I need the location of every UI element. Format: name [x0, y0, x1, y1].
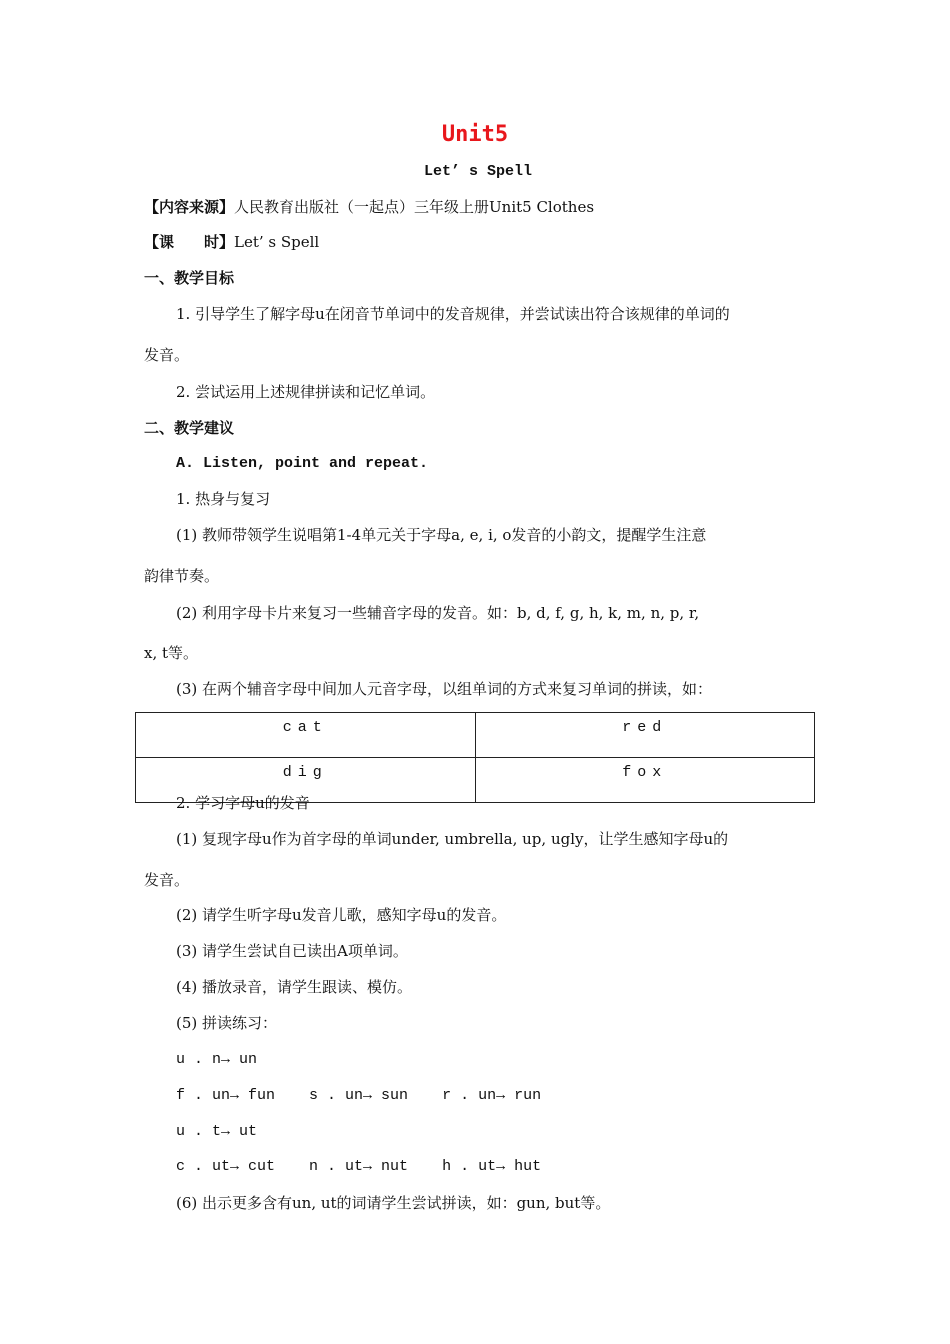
section1-heading: 一、教学目标: [144, 269, 235, 287]
practice-line-4: [176, 1157, 541, 1177]
period-text: Let’ s Spell: [234, 233, 320, 251]
practice-line-3: u . t→ ut: [176, 1123, 258, 1140]
learn-4: (4) 播放录音，请学生跟读、模仿。: [176, 978, 413, 996]
learn-3: (3) 请学生尝试自已读出A项单词。: [176, 942, 408, 960]
warmup-2-line1: (2) 利用字母卡片来复习一些辅音字母的发音。如：b, d, f, g, h, k, m, n, p, r,: [176, 604, 700, 622]
learn-2: (2) 请学生听字母u发音儿歌，感知字母u的发音。: [176, 906, 507, 924]
warmup-heading: 1. 热身与复习: [176, 490, 271, 508]
learn-6: (6) 出示更多含有un, ut的词请学生尝试拼读，如：gun, but等。: [176, 1194, 611, 1212]
practice-word: f . un→ fun: [176, 1087, 276, 1104]
lesson-subtitle: Let’ s Spell: [423, 163, 533, 180]
table-cell: dig: [136, 758, 476, 803]
table-cell: cat: [136, 713, 476, 758]
objective-2: 2. 尝试运用上述规律拼读和记忆单词。: [176, 383, 436, 401]
practice-word: h . ut→ hut: [442, 1158, 542, 1175]
table-row: [136, 713, 815, 758]
objective-1-line1: 1. 引导学生了解字母u在闭音节单词中的发音规律，并尝试读出符合该规律的单词的: [176, 305, 730, 323]
learn-1-line1: (1) 复现字母u作为首字母的单词under, umbrella, up, ugly，让学生感知字母u的: [176, 830, 729, 848]
practice-word: s . un→ sun: [309, 1087, 409, 1104]
word-table: [135, 712, 815, 803]
practice-word: n . ut→ nut: [309, 1158, 409, 1175]
warmup-1-line2: 韵律节奏。: [144, 567, 220, 585]
practice-line-2: [176, 1086, 541, 1106]
learn-1-line2: 发音。: [144, 871, 190, 889]
source-text: 人民教育出版社（一起点）三年级上册Unit5 Clothes: [234, 198, 595, 216]
period-line: [144, 232, 319, 252]
source-line: [144, 197, 594, 217]
warmup-1-line1: (1) 教师带领学生说唱第1-4单元关于字母a, e, i, o发音的小韵文，提醒学生注意: [176, 526, 707, 544]
period-label: 【课 时】: [144, 233, 235, 251]
section2-heading: 二、教学建议: [144, 419, 235, 437]
source-label: 【内容来源】: [144, 198, 235, 216]
table-cell: red: [475, 713, 815, 758]
part-a-heading: A. Listen, point and repeat.: [176, 455, 429, 472]
unit-title: Unit5: [441, 122, 509, 147]
objective-1-line2: 发音。: [144, 346, 190, 364]
practice-word: r . un→ run: [442, 1087, 542, 1104]
practice-word: c . ut→ cut: [176, 1158, 276, 1175]
learn-5: (5) 拼读练习：: [176, 1014, 278, 1032]
table-cell: fox: [475, 758, 815, 803]
practice-line-1: u . n→ un: [176, 1051, 258, 1068]
learn-heading: 2. 学习字母u的发音: [176, 794, 310, 812]
warmup-2-line2: x, t等。: [144, 644, 199, 662]
warmup-3: (3) 在两个辅音字母中间加人元音字母，以组单词的方式来复习单词的拼读，如：: [176, 680, 713, 698]
